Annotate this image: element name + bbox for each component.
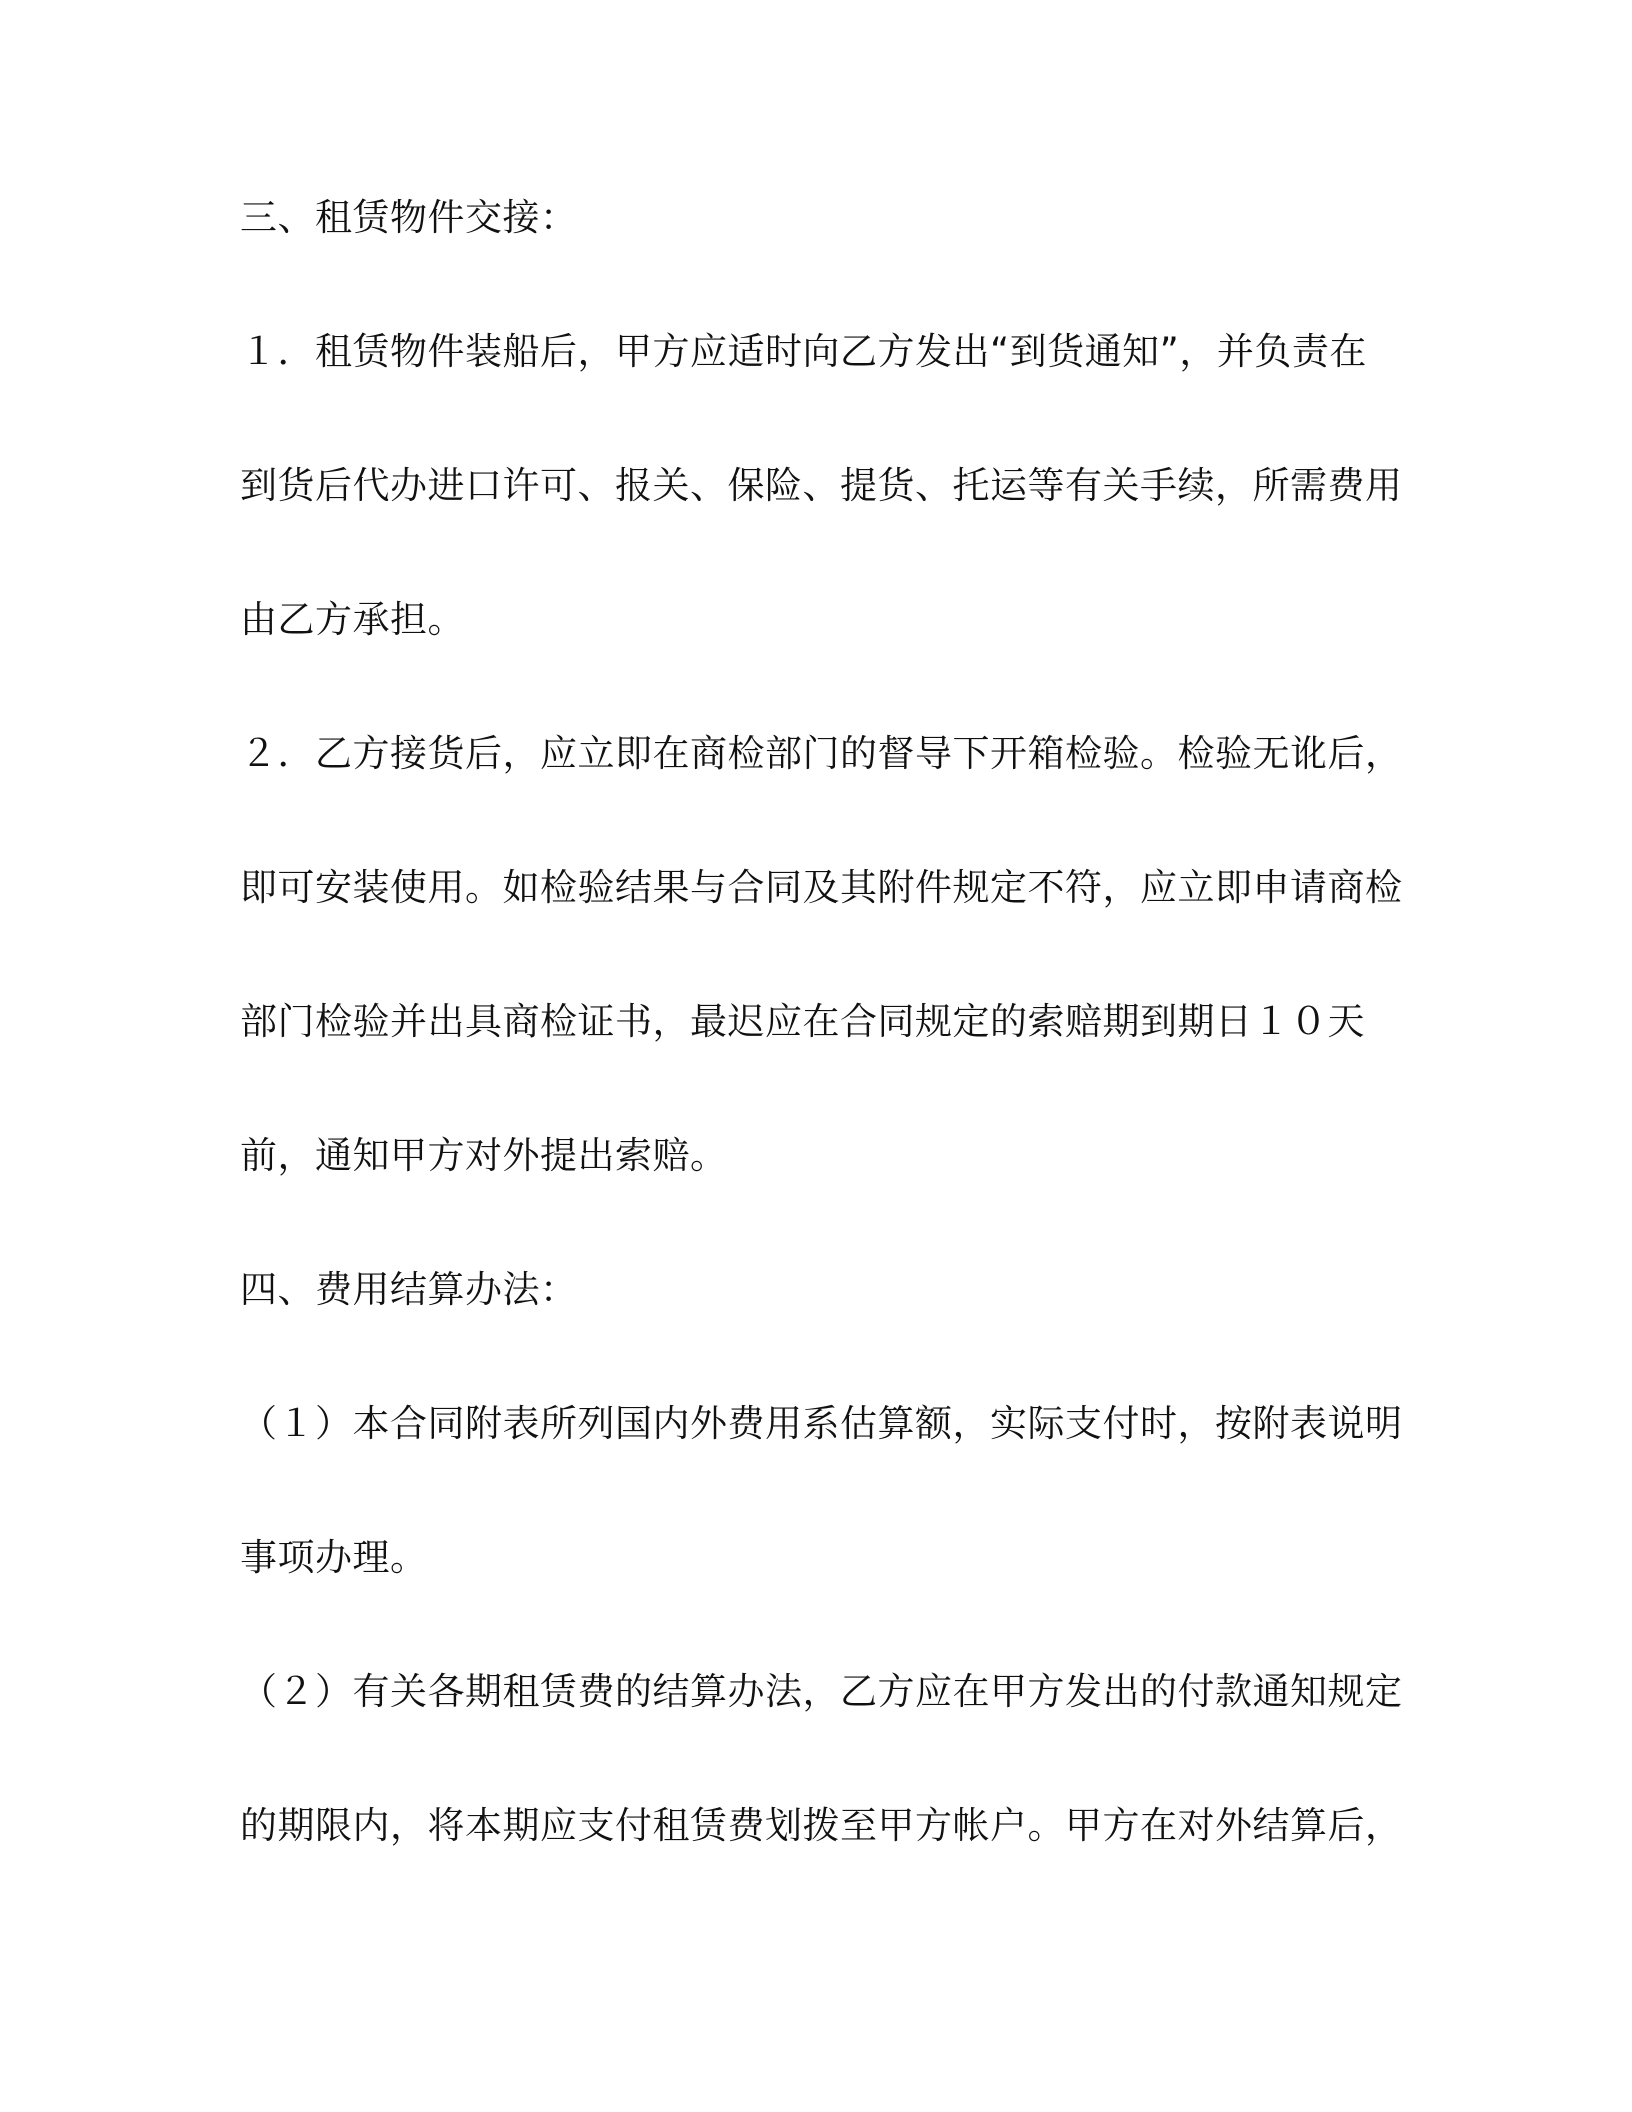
section-heading-3: 三、租赁物件交接：: [240, 196, 578, 239]
paragraph-line: 的期限内，将本期应支付租赁费划拨至甲方帐户。甲方在对外结算后，: [240, 1804, 1403, 1847]
paragraph-line: ２．乙方接货后，应立即在商检部门的督导下开箱检验。检验无讹后，: [240, 732, 1403, 775]
paragraph-line: 前，通知甲方对外提出索赔。: [240, 1134, 728, 1177]
paragraph-line: （２）有关各期租赁费的结算办法，乙方应在甲方发出的付款通知规定: [240, 1670, 1403, 1713]
paragraph-line: １．租赁物件装船后，甲方应适时向乙方发出“到货通知”，并负责在: [240, 330, 1367, 373]
section-heading-4: 四、费用结算办法：: [240, 1268, 578, 1311]
paragraph-line: 由乙方承担。: [240, 598, 465, 641]
paragraph-line: （１）本合同附表所列国内外费用系估算额，实际支付时，按附表说明: [240, 1402, 1403, 1445]
paragraph-line: 事项办理。: [240, 1536, 428, 1579]
paragraph-line: 即可安装使用。如检验结果与合同及其附件规定不符，应立即申请商检: [240, 866, 1403, 909]
paragraph-line: 到货后代办进口许可、报关、保险、提货、托运等有关手续，所需费用: [240, 464, 1403, 507]
paragraph-line: 部门检验并出具商检证书，最迟应在合同规定的索赔期到期日１０天: [240, 1000, 1365, 1043]
